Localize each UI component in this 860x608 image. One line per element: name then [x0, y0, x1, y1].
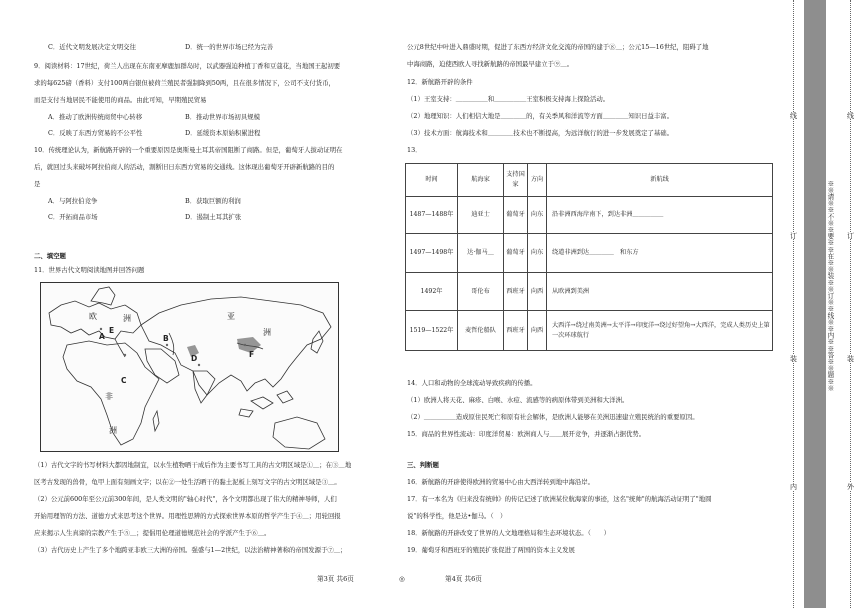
map-marker-b: B — [163, 334, 169, 343]
page-number-right: 第4页 共6页 — [445, 575, 482, 583]
table-header-row — [406, 164, 773, 197]
q11-part3-line-1: （3）古代历史上产生了多个地跨亚非欧三大洲的帝国。强盛与1—2世纪，以法治精神著称的帝国发源于⑦＿； — [34, 546, 347, 554]
q12-part-3: （3）技术方面：航海技术和＿＿＿＿技术也不断提高，为远洋航行的进一步发展奠定了基础。 — [407, 129, 674, 137]
q11-part2-line-2: 开始用理智的方法、道德方式来思考这个世界。用理性思辨的方式探索世界本原的哲学产生于④＿；用轮回报 — [34, 512, 341, 520]
q17-text-line-1: 17．有一本名为《归来没有统帅》的传记记述了欧洲某位航海家的事迹，这名"统帅"的航海活动证明了"地圆 — [407, 495, 712, 503]
cell-direction: 向西 — [528, 273, 547, 311]
gray-binding-band — [804, 0, 826, 608]
map-marker-f: F — [249, 350, 255, 359]
map-marker-c: C — [121, 376, 127, 385]
q11-continued-line-2: 中海商路，迫使西欧人寻找新航路的帝国最早建立于⑨＿。 — [407, 60, 574, 68]
q10-text-line-3: 是 — [34, 180, 41, 188]
header-country: 支持国家 — [504, 164, 528, 197]
cell-navigator: 哥伦布 — [458, 273, 504, 311]
cell-direction: 向西 — [528, 311, 547, 351]
cell-route: 绕道非洲到达＿＿＿＿ 和东方 — [547, 234, 773, 273]
q11-part2-line-1: （2）公元前600年至公元前300年间，是人类文明的"轴心时代"，各个文明都出现了伟大的精神导师，人们 — [34, 495, 337, 503]
q9-option-a: A．推动了欧洲传统商贸中心转移 — [48, 113, 143, 121]
q9-option-c: C．反映了东西方贸易的不公平性 — [48, 129, 143, 137]
table-row — [406, 234, 773, 273]
section-title-fill-in: 二、填空题 — [34, 252, 66, 260]
voyages-table — [405, 163, 773, 351]
map-label-fei: 非 — [105, 392, 113, 401]
map-label-ya: 亚 — [227, 312, 235, 321]
header-time: 时间 — [406, 164, 458, 197]
map-label-zhou-africa: 洲 — [109, 426, 117, 435]
header-direction: 方向 — [528, 164, 547, 197]
header-route: 新航线 — [547, 164, 773, 197]
world-map-drawing — [41, 283, 338, 451]
page-center-symbol: ◎ — [399, 575, 405, 583]
q13-prompt: 13． — [407, 146, 422, 154]
outer-dotted-line — [850, 0, 857, 608]
outer-label-xian: 线 — [846, 112, 855, 119]
map-marker-e: E — [109, 326, 115, 335]
cell-direction: 向东 — [528, 234, 547, 273]
q9-option-d: D．延缓资本原始积累进程 — [185, 129, 261, 137]
q9-option-b: B．推动世界市场初具规模 — [185, 113, 260, 121]
inner-binding-line — [784, 0, 804, 608]
ancient-civilizations-map — [40, 282, 339, 452]
q9-text-line-3: 而是支付当地居民不能使用的商品。由此可知，早期殖民贸易 — [34, 96, 207, 104]
q9-text-line-1: 9．阅读材料：17世纪，荷兰人出现在东南亚摩鹿加群岛时，以武器强迫种植丁香和豆蔻花，当地国王起初要 — [34, 62, 341, 70]
inner-label-nei: 内 — [789, 483, 798, 490]
table-row — [406, 311, 773, 351]
do-not-answer-warning: ※※请※※不※※要※※在※※装※※订※※线※※内※※答※※题※※ — [825, 180, 834, 392]
cell-time: 1492年 — [406, 273, 458, 311]
q11-continued-line-1: 公元8世纪中叶进入鼎盛时期，促进了东西方经济文化交流的帝国的建于⑧＿；公元15—16世纪，阻碍了地 — [407, 43, 709, 51]
inner-label-ding: 订 — [789, 232, 798, 239]
q10-option-b: B．获取巨额的利润 — [185, 197, 241, 205]
cell-country: 葡萄牙 — [504, 197, 528, 234]
section-title-true-false: 三、判断题 — [407, 461, 439, 469]
q10-option-a: A．与阿拉伯竞争 — [48, 197, 98, 205]
cell-country: 西班牙 — [504, 273, 528, 311]
map-label-zhou-asia: 洲 — [263, 328, 271, 337]
q14-part-1: （1）欧洲人将天花、麻疹、白喉、水痘、流感等的病原体带到美洲和大洋洲。 — [407, 396, 629, 404]
q9-text-line-2: 求的每625磅（香料）支付100两白银但被荷兰殖民者强制降到50两，且在很多情况下，公司不支付货币， — [34, 79, 335, 87]
cell-time: 1519—1522年 — [406, 311, 458, 351]
cell-route: 沿非洲西海岸南下，到达非洲＿＿＿＿＿ — [547, 197, 773, 234]
q8-option-c: C．近代文明发展决定文明交往 — [48, 43, 136, 51]
q16-text: 16．新航路的开辟使得欧洲的贸易中心由大西洋转到地中海沿岸。 — [407, 478, 595, 486]
q10-text-line-1: 10．传统理论认为，新航路开辟的一个重要原因是奥斯曼土耳其帝国阻断了商路。但是，葡萄牙人拔动证明在 — [34, 146, 343, 154]
q11-part1-line-1: （1）古代文字的书写材料大都因地制宜，以水生植物晒干成后作为主要书写工具的古文明区域是①＿；在③＿地 — [34, 461, 352, 469]
inner-dotted-line — [793, 0, 800, 608]
cell-time: 1487—1488年 — [406, 197, 458, 234]
q14-prompt: 14．人口和动物的全球流动导致疾病的传播。 — [407, 379, 537, 387]
outer-label-ding: 订 — [846, 232, 855, 239]
map-label-zhou-europe: 洲 — [123, 314, 131, 323]
cell-navigator: 迪亚士 — [458, 197, 504, 234]
q11-part2-line-3: 应来揭示人生真谛的宗教产生于⑤＿；提倡用伦理道德规范社会的学派产生于⑥＿。 — [34, 529, 271, 537]
inner-label-xian: 线 — [789, 112, 798, 119]
cell-direction: 向东 — [528, 197, 547, 234]
q11-part1-line-2: 区考古发现的兽骨，龟甲上面有刻画文字；以在②一处生活晒干的黏土泥板上刻写文字的古文明区域是③＿。 — [34, 478, 341, 486]
q10-text-line-2: 后，就回过头来破坏阿拉伯商人的活动，割断旧日东西方贸易的交通线。这体现出葡萄牙开辟新航路的目的 — [34, 163, 335, 171]
cell-navigator: 达·伽马＿ — [458, 234, 504, 273]
q8-option-d: D．统一的世界市场已经为完善 — [185, 43, 274, 51]
cell-country: 葡萄牙 — [504, 234, 528, 273]
table-row — [406, 197, 773, 234]
q11-prompt: 11．世界古代文明阅读地图并回答问题 — [34, 266, 145, 274]
outer-label-zhuang: 装 — [846, 355, 855, 362]
q12-part-2: （2）地理知识：人们相信大地是＿＿＿＿的，有关季风和洋流等方面＿＿＿＿知识日益丰富。 — [407, 112, 674, 120]
q15-text: 15．商品的世界性流动：印度洋贸易：欧洲商人与＿＿展开竞争，并逐渐占据优势。 — [407, 430, 646, 438]
cell-time: 1497—1498年 — [406, 234, 458, 273]
page-number-left: 第3页 共6页 — [317, 575, 354, 583]
q14-part-2: （2）＿＿＿＿＿造成原住民死亡和原有社会解体，是欧洲人能够在美洲迅速建立殖民统治的重要原因。 — [407, 413, 699, 421]
inner-label-zhuang: 装 — [789, 355, 798, 362]
q12-prompt: 12．新航路开辟的条件 — [407, 78, 473, 86]
header-navigator: 航海家 — [458, 164, 504, 197]
q17-text-line-2: 说"的科学性，他是达•伽马。（ ） — [407, 512, 507, 520]
cell-route: 大西洋→绕过南美洲→太平洋→印度洋→绕过好望角→大西洋，完成人类历史上第一次环球航行 — [547, 311, 773, 351]
q19-text: 19．葡萄牙和西班牙的殖民扩张促进了两国的资本主义发展 — [407, 546, 575, 554]
map-marker-a: A — [99, 332, 105, 341]
map-marker-d: D — [191, 354, 198, 363]
cell-navigator: 麦哲伦船队 — [458, 311, 504, 351]
q12-part-1: （1）王室支持：＿＿＿＿＿和＿＿＿＿＿王室积极支持海上探险活动。 — [407, 95, 610, 103]
outer-binding-line — [826, 0, 860, 608]
cell-country: 西班牙 — [504, 311, 528, 351]
q18-text: 18．新航路的开辟改变了世界的人文地理格局和生态环境状态。（ ） — [407, 529, 611, 537]
q10-option-c: C．开拓商品市场 — [48, 213, 98, 221]
outer-label-wai: 外 — [846, 483, 855, 490]
table-row — [406, 273, 773, 311]
q10-option-d: D．遏制土耳其扩张 — [185, 213, 242, 221]
cell-route: 从欧洲到美洲 — [547, 273, 773, 311]
map-label-ou: 欧 — [89, 312, 97, 321]
